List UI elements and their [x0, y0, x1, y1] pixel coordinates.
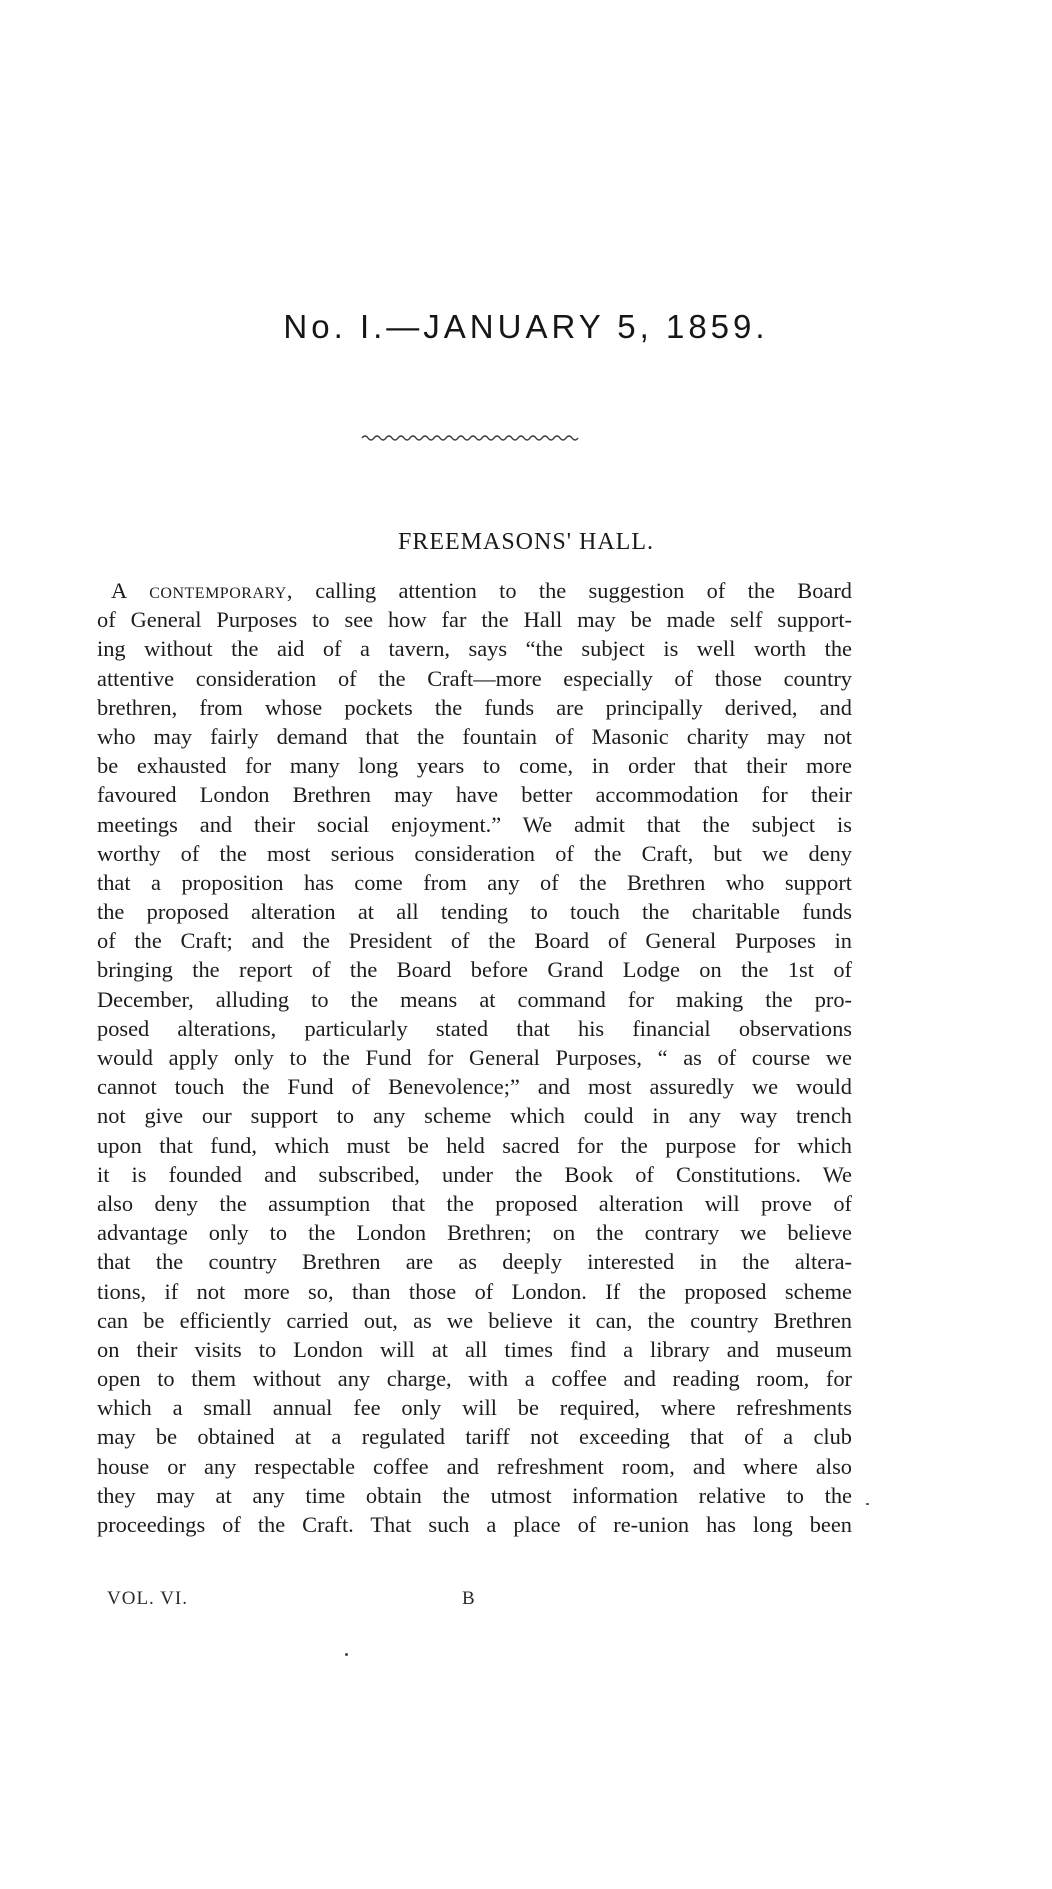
article-first-word: A contemporary,	[111, 578, 293, 603]
decorative-rule-ornament	[360, 432, 580, 444]
article-line: tions, if not more so, than those of London. If the proposed scheme	[97, 1278, 852, 1304]
article-line: proceedings of the Craft. That such a place of re-union has long been	[97, 1512, 852, 1537]
print-speck	[345, 1653, 348, 1656]
article-line: upon that fund, which must be held sacred for the purpose for which	[97, 1132, 852, 1158]
article-line: of General Purposes to see how far the Hall may be made self support-	[97, 607, 852, 633]
article-line: which a small annual fee only will be required, where refreshments	[97, 1395, 852, 1421]
article-line: house or any respectable coffee and refreshment room, and where also	[97, 1453, 852, 1479]
article-line: advantage only to the London Brethren; on the contrary we believe	[97, 1220, 852, 1246]
article-line: that a proposition has come from any of the Brethren who support	[97, 869, 852, 895]
article-line: meetings and their social enjoyment.” We admit that the subject is	[97, 811, 852, 837]
article-line: brethren, from whose pockets the funds are principally derived, and	[97, 694, 852, 720]
article-line: they may at any time obtain the utmost information relative to the	[97, 1482, 852, 1508]
article-title: FREEMASONS' HALL.	[397, 529, 654, 555]
issue-heading: No. I.—JANUARY 5, 1859.	[283, 308, 769, 345]
article-line: A contemporary, calling attention to the suggestion of the Board	[111, 578, 852, 603]
article-line: would apply only to the Fund for General Purposes, “ as of course we	[97, 1045, 852, 1070]
article-line: not give our support to any scheme which could in any way trench	[97, 1103, 852, 1129]
article-line: favoured London Brethren may have better accommodation for their	[97, 782, 852, 808]
article-line: also deny the assumption that the proposed alteration will prove of	[97, 1190, 852, 1216]
article-line: cannot touch the Fund of Benevolence;” and most assuredly we would	[97, 1074, 852, 1100]
article-line: that the country Brethren are as deeply interested in the altera-	[97, 1249, 852, 1275]
article-line: be exhausted for many long years to come, in order that their more	[97, 753, 852, 779]
signature-mark: B	[462, 1588, 475, 1609]
article-line: on their visits to London will at all times find a library and museum	[97, 1336, 852, 1362]
article-line: can be efficiently carried out, as we believe it can, the country Brethren	[97, 1307, 852, 1333]
article-line: the proposed alteration at all tending to touch the charitable funds	[97, 899, 852, 925]
article-line: December, alluding to the means at command for making the pro-	[97, 986, 852, 1012]
article-line: open to them without any charge, with a coffee and reading room, for	[97, 1366, 852, 1392]
volume-marker: VOL. VI.	[107, 1588, 189, 1609]
article-line: of the Craft; and the President of the Board of General Purposes in	[97, 928, 852, 954]
article-line: attentive consideration of the Craft—more especially of those country	[97, 665, 852, 691]
article-line: posed alterations, particularly stated that his financial observations	[97, 1015, 852, 1041]
article-line: worthy of the most serious consideration of the Craft, but we deny	[97, 840, 852, 866]
article-line: who may fairly demand that the fountain of Masonic charity may not	[97, 723, 852, 749]
article-line: it is founded and subscribed, under the Book of Constitutions. We	[97, 1161, 852, 1187]
print-speck	[866, 1503, 869, 1505]
page-footer	[0, 1588, 1052, 1614]
article-body	[97, 576, 852, 1539]
article-line: bringing the report of the Board before Grand Lodge on the 1st of	[97, 957, 852, 983]
article-line: ing without the aid of a tavern, says “the subject is well worth the	[97, 636, 852, 662]
article-line: may be obtained at a regulated tariff not exceeding that of a club	[97, 1424, 852, 1450]
